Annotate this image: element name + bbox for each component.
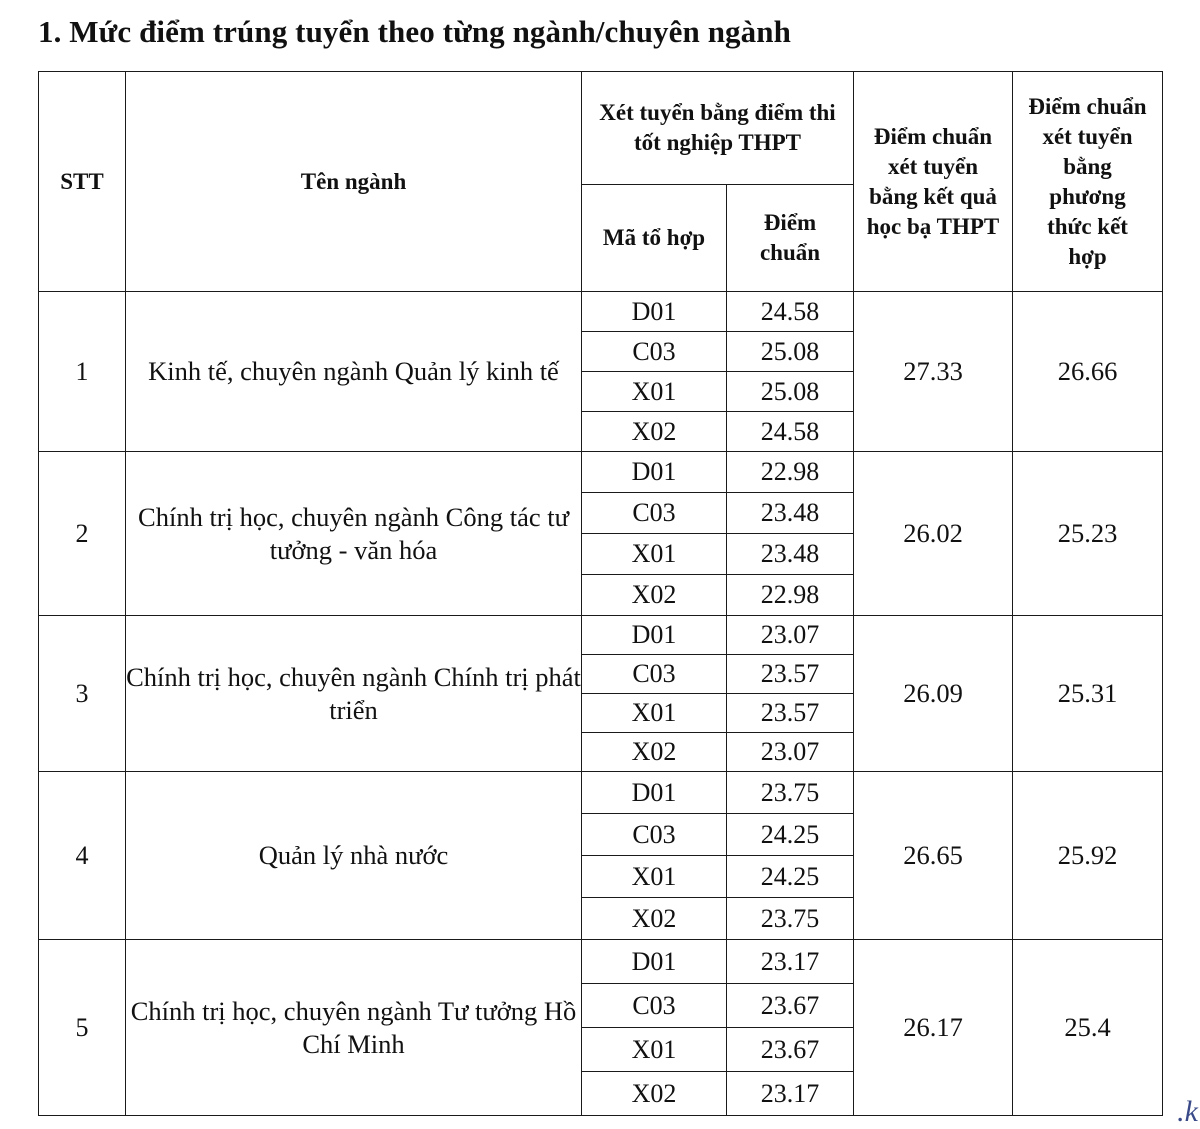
- table-row: [39, 940, 1163, 984]
- cell-combo-code: X01: [582, 534, 727, 575]
- cell-combined-score: 26.66: [1013, 292, 1163, 452]
- cell-cutoff-score: 23.07: [727, 733, 854, 772]
- header-score: Điểm chuẩn: [727, 185, 854, 292]
- cell-combo-code: X02: [582, 733, 727, 772]
- cell-cutoff-score: 23.07: [727, 616, 854, 655]
- cell-cutoff-score: 23.57: [727, 694, 854, 733]
- cell-cutoff-score: 23.75: [727, 898, 854, 940]
- cell-combo-code: C03: [582, 493, 727, 534]
- cell-combo-code: C03: [582, 814, 727, 856]
- cell-combined-score: 25.4: [1013, 940, 1163, 1116]
- cell-combo-code: D01: [582, 616, 727, 655]
- page-title: 1. Mức điểm trúng tuyển theo từng ngành/chuyên ngành: [38, 14, 791, 49]
- cell-transcript-score: 26.65: [854, 772, 1013, 940]
- cell-combo-code: C03: [582, 984, 727, 1028]
- cell-transcript-score: 27.33: [854, 292, 1013, 452]
- table-row: [39, 452, 1163, 493]
- cell-combo-code: X01: [582, 856, 727, 898]
- cell-combo-code: X02: [582, 575, 727, 616]
- cell-cutoff-score: 23.57: [727, 655, 854, 694]
- cell-cutoff-score: 23.48: [727, 493, 854, 534]
- cell-stt: 2: [39, 452, 126, 616]
- cell-stt: 1: [39, 292, 126, 452]
- table-row: [39, 616, 1163, 655]
- cell-combo-code: X01: [582, 694, 727, 733]
- cell-combined-score: 25.92: [1013, 772, 1163, 940]
- cell-cutoff-score: 25.08: [727, 332, 854, 372]
- cell-cutoff-score: 24.25: [727, 856, 854, 898]
- cell-stt: 4: [39, 772, 126, 940]
- cell-cutoff-score: 23.67: [727, 984, 854, 1028]
- cell-stt: 5: [39, 940, 126, 1116]
- header-combo: Mã tổ hợp: [582, 185, 727, 292]
- cell-combo-code: D01: [582, 940, 727, 984]
- cell-combined-score: 25.31: [1013, 616, 1163, 772]
- cell-cutoff-score: 22.98: [727, 575, 854, 616]
- cell-combo-code: X01: [582, 1028, 727, 1072]
- cell-transcript-score: 26.09: [854, 616, 1013, 772]
- cell-cutoff-score: 24.58: [727, 292, 854, 332]
- table-body: [39, 292, 1163, 1116]
- cell-transcript-score: 26.02: [854, 452, 1013, 616]
- header-combined: Điểm chuẩn xét tuyển bằng phương thức kết hợp: [1013, 72, 1163, 292]
- cell-major-name: Kinh tế, chuyên ngành Quản lý kinh tế: [126, 292, 582, 452]
- cell-combo-code: D01: [582, 772, 727, 814]
- cell-cutoff-score: 23.67: [727, 1028, 854, 1072]
- table-row: [39, 772, 1163, 814]
- cell-combo-code: D01: [582, 452, 727, 493]
- cell-major-name: Chính trị học, chuyên ngành Chính trị phát triển: [126, 616, 582, 772]
- cell-cutoff-score: 23.75: [727, 772, 854, 814]
- cell-combo-code: C03: [582, 655, 727, 694]
- cell-stt: 3: [39, 616, 126, 772]
- cell-cutoff-score: 23.48: [727, 534, 854, 575]
- header-thpt-group: Xét tuyển bằng điểm thi tốt nghiệp THPT: [582, 72, 854, 185]
- cell-combo-code: X02: [582, 1072, 727, 1116]
- admission-score-table: [38, 71, 1163, 1116]
- cell-cutoff-score: 22.98: [727, 452, 854, 493]
- cell-cutoff-score: 25.08: [727, 372, 854, 412]
- cell-combo-code: D01: [582, 292, 727, 332]
- cell-combo-code: X01: [582, 372, 727, 412]
- cell-cutoff-score: 24.25: [727, 814, 854, 856]
- cell-combo-code: X02: [582, 412, 727, 452]
- header-major: Tên ngành: [126, 72, 582, 292]
- cell-combo-code: C03: [582, 332, 727, 372]
- cell-cutoff-score: 24.58: [727, 412, 854, 452]
- header-transcript: Điểm chuẩn xét tuyển bằng kết quả học bạ THPT: [854, 72, 1013, 292]
- header-stt: STT: [39, 72, 126, 292]
- cell-transcript-score: 26.17: [854, 940, 1013, 1116]
- cell-cutoff-score: 23.17: [727, 1072, 854, 1116]
- table-row: [39, 292, 1163, 332]
- cell-major-name: Quản lý nhà nước: [126, 772, 582, 940]
- cell-major-name: Chính trị học, chuyên ngành Tư tưởng Hồ Chí Minh: [126, 940, 582, 1116]
- corner-pen-mark: .k: [1177, 1095, 1198, 1128]
- cell-combined-score: 25.23: [1013, 452, 1163, 616]
- cell-major-name: Chính trị học, chuyên ngành Công tác tư tưởng - văn hóa: [126, 452, 582, 616]
- cell-combo-code: X02: [582, 898, 727, 940]
- cell-cutoff-score: 23.17: [727, 940, 854, 984]
